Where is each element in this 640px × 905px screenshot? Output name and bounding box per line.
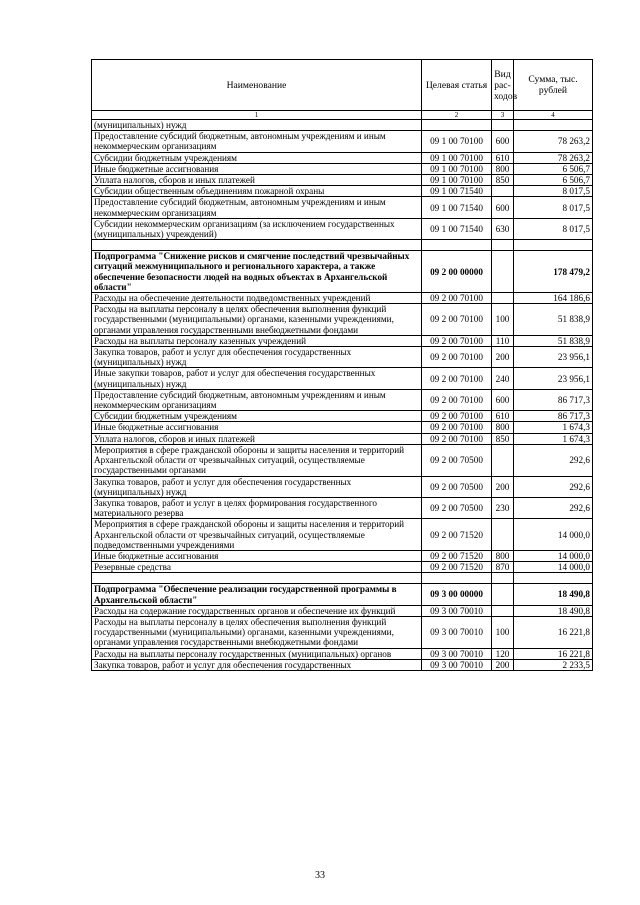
table-row	[92, 120, 593, 131]
row-code: 09 2 00 71520	[422, 550, 492, 561]
row-name: Закупка товаров, работ и услуг для обеспечения государственных (муниципальных) нужд	[92, 347, 422, 368]
row-code: 09 2 00 70100	[422, 335, 492, 346]
row-expense-type	[492, 251, 514, 293]
row-name: Субсидии бюджетным учреждениям	[92, 152, 422, 163]
table-row	[92, 648, 593, 659]
table-row	[92, 389, 593, 410]
table-row	[92, 218, 593, 239]
row-expense-type: 200	[492, 476, 514, 497]
row-name: Расходы на обеспечение деятельности подведомственных учреждений	[92, 293, 422, 304]
row-name: Мероприятия в сфере гражданской обороны и защиты населения и территорий Архангельской области от чрезвычайных ситуаций, осуществляемые государственными органами	[92, 444, 422, 476]
row-name: Субсидии некоммерческим организациям (за исключением государственных (муниципальных) учреждений)	[92, 218, 422, 239]
row-code: 09 2 00 70100	[422, 368, 492, 389]
row-name: Иные бюджетные ассигнования	[92, 550, 422, 561]
row-sum: 1 674,3	[514, 422, 593, 433]
row-expense-type	[492, 120, 514, 131]
row-expense-type: 110	[492, 335, 514, 346]
row-expense-type	[492, 186, 514, 197]
row-sum	[514, 240, 593, 251]
budget-table	[91, 59, 593, 671]
table-row	[92, 197, 593, 218]
row-expense-type: 630	[492, 218, 514, 239]
row-code: 09 3 00 70010	[422, 605, 492, 616]
row-code: 09 2 00 70500	[422, 497, 492, 518]
row-sum: 8 017,5	[514, 218, 593, 239]
row-code: 09 3 00 00000	[422, 584, 492, 605]
table-row	[92, 240, 593, 251]
row-expense-type: 600	[492, 197, 514, 218]
table-row	[92, 163, 593, 174]
row-name: Расходы на содержание государственных органов и обеспечение их функций	[92, 605, 422, 616]
row-name: Закупка товаров, работ и услуг для обеспечения государственных	[92, 659, 422, 670]
row-code: 09 3 00 70010	[422, 648, 492, 659]
row-expense-type: 200	[492, 347, 514, 368]
row-sum: 51 838,9	[514, 335, 593, 346]
table-row	[92, 550, 593, 561]
table-row	[92, 175, 593, 186]
table-row	[92, 476, 593, 497]
row-code	[422, 120, 492, 131]
table-row	[92, 131, 593, 152]
row-code: 09 2 00 70500	[422, 476, 492, 497]
column-number: 3	[492, 111, 514, 120]
row-sum: 292,6	[514, 444, 593, 476]
row-sum: 51 838,9	[514, 304, 593, 336]
row-name: Субсидии общественным объединениям пожарной охраны	[92, 186, 422, 197]
row-expense-type: 850	[492, 433, 514, 444]
row-code: 09 1 00 70100	[422, 131, 492, 152]
row-sum: 292,6	[514, 497, 593, 518]
row-sum: 8 017,5	[514, 197, 593, 218]
row-code: 09 3 00 70010	[422, 659, 492, 670]
row-code: 09 1 00 70100	[422, 163, 492, 174]
table-row	[92, 304, 593, 336]
row-code: 09 2 00 70100	[422, 411, 492, 422]
row-expense-type	[492, 519, 514, 551]
table-row	[92, 422, 593, 433]
row-code: 09 3 00 70010	[422, 616, 492, 648]
table-row	[92, 186, 593, 197]
row-sum	[514, 573, 593, 584]
row-sum	[514, 120, 593, 131]
row-code: 09 1 00 71540	[422, 218, 492, 239]
row-sum: 18 490,8	[514, 584, 593, 605]
row-code: 09 1 00 71540	[422, 197, 492, 218]
row-expense-type: 850	[492, 175, 514, 186]
row-expense-type: 610	[492, 411, 514, 422]
row-code	[422, 240, 492, 251]
row-expense-type: 870	[492, 562, 514, 573]
column-number: 1	[92, 111, 422, 120]
row-name	[92, 573, 422, 584]
row-code: 09 1 00 70100	[422, 175, 492, 186]
row-name: Иные закупки товаров, работ и услуг для обеспечения государственных (муниципальных) нужд	[92, 368, 422, 389]
row-sum: 6 506,7	[514, 163, 593, 174]
row-code: 09 2 00 71520	[422, 519, 492, 551]
row-sum: 78 263,2	[514, 152, 593, 163]
row-name: Резервные средства	[92, 562, 422, 573]
row-code: 09 2 00 70100	[422, 347, 492, 368]
row-code	[422, 573, 492, 584]
row-code: 09 2 00 70100	[422, 433, 492, 444]
row-expense-type	[492, 240, 514, 251]
row-expense-type	[492, 584, 514, 605]
row-sum: 2 233,5	[514, 659, 593, 670]
table-body	[92, 120, 593, 671]
row-sum: 86 717,3	[514, 411, 593, 422]
row-name: Подпрограмма "Обеспечение реализации государственной программы в Архангельской области"	[92, 584, 422, 605]
row-sum: 164 186,6	[514, 293, 593, 304]
row-name: Подпрограмма "Снижение рисков и смягчение последствий чрезвычайных ситуаций межмуниципального и регионального характера, а также обеспечение безопасности людей на водных объектах в Архангельской области"	[92, 251, 422, 293]
header-expense-type: Вид рас-ходов	[492, 60, 514, 111]
row-expense-type	[492, 573, 514, 584]
row-sum: 14 000,0	[514, 519, 593, 551]
row-expense-type: 600	[492, 389, 514, 410]
row-name: Закупка товаров, работ и услуг для обеспечения государственных (муниципальных) нужд	[92, 476, 422, 497]
header-sum: Сумма, тыс. рублей	[514, 60, 593, 111]
row-code: 09 2 00 70100	[422, 422, 492, 433]
row-name: Уплата налогов, сборов и иных платежей	[92, 433, 422, 444]
row-name: Уплата налогов, сборов и иных платежей	[92, 175, 422, 186]
table-row	[92, 368, 593, 389]
row-expense-type: 200	[492, 659, 514, 670]
row-expense-type	[492, 605, 514, 616]
row-name: Иные бюджетные ассигнования	[92, 422, 422, 433]
row-sum: 6 506,7	[514, 175, 593, 186]
row-name: Закупка товаров, работ и услуг в целях формирования государственного материального резерва	[92, 497, 422, 518]
row-expense-type: 120	[492, 648, 514, 659]
row-expense-type: 600	[492, 131, 514, 152]
row-name: Расходы на выплаты персоналу казенных учреждений	[92, 335, 422, 346]
table-row	[92, 497, 593, 518]
row-sum: 78 263,2	[514, 131, 593, 152]
row-expense-type: 800	[492, 422, 514, 433]
table-row	[92, 335, 593, 346]
row-sum: 14 000,0	[514, 562, 593, 573]
row-name: Расходы на выплаты персоналу государственных (муниципальных) органов	[92, 648, 422, 659]
row-code: 09 2 00 71520	[422, 562, 492, 573]
row-code: 09 2 00 70500	[422, 444, 492, 476]
row-sum: 14 000,0	[514, 550, 593, 561]
row-name: Предоставление субсидий бюджетным, автономным учреждениям и иным некоммерческим организациям	[92, 389, 422, 410]
row-sum: 292,6	[514, 476, 593, 497]
row-sum: 86 717,3	[514, 389, 593, 410]
row-name: Субсидии бюджетным учреждениям	[92, 411, 422, 422]
table-row	[92, 347, 593, 368]
row-sum: 178 479,2	[514, 251, 593, 293]
row-code: 09 2 00 70100	[422, 293, 492, 304]
row-code: 09 1 00 71540	[422, 186, 492, 197]
table-row	[92, 573, 593, 584]
row-sum: 8 017,5	[514, 186, 593, 197]
column-number: 4	[514, 111, 593, 120]
row-expense-type: 100	[492, 616, 514, 648]
row-name: Мероприятия в сфере гражданской обороны и защиты населения и территорий Архангельской области от чрезвычайных ситуаций, осуществляемые подведомственными учреждениями	[92, 519, 422, 551]
row-code: 09 2 00 70100	[422, 389, 492, 410]
table-header-row	[92, 60, 593, 111]
table-row	[92, 293, 593, 304]
row-name	[92, 240, 422, 251]
column-number-row	[92, 111, 593, 120]
table-row	[92, 584, 593, 605]
table-row	[92, 411, 593, 422]
table-row	[92, 605, 593, 616]
header-code: Целевая статья	[422, 60, 492, 111]
row-sum: 23 956,1	[514, 368, 593, 389]
row-expense-type: 100	[492, 304, 514, 336]
row-code: 09 2 00 00000	[422, 251, 492, 293]
row-name: Расходы на выплаты персоналу в целях обеспечения выполнения функций государственными (муниципальными) органами, казенными учреждениями, органами управления государственными внебюджетными фондами	[92, 616, 422, 648]
table-row	[92, 444, 593, 476]
header-name: Наименование	[92, 60, 422, 111]
row-expense-type: 230	[492, 497, 514, 518]
row-expense-type	[492, 444, 514, 476]
row-expense-type	[492, 293, 514, 304]
row-code: 09 2 00 70100	[422, 304, 492, 336]
row-expense-type: 240	[492, 368, 514, 389]
row-name: Иные бюджетные ассигнования	[92, 163, 422, 174]
row-expense-type: 610	[492, 152, 514, 163]
table-row	[92, 659, 593, 670]
table-row	[92, 152, 593, 163]
row-sum: 23 956,1	[514, 347, 593, 368]
row-sum: 16 221,8	[514, 616, 593, 648]
row-sum: 1 674,3	[514, 433, 593, 444]
row-sum: 18 490,8	[514, 605, 593, 616]
row-name: Предоставление субсидий бюджетным, автономным учреждениям и иным некоммерческим организациям	[92, 197, 422, 218]
table-row	[92, 519, 593, 551]
table-row	[92, 251, 593, 293]
table-row	[92, 562, 593, 573]
row-name: (муниципальных) нужд	[92, 120, 422, 131]
row-expense-type: 800	[492, 163, 514, 174]
row-code: 09 1 00 70100	[422, 152, 492, 163]
row-name: Предоставление субсидий бюджетным, автономным учреждениям и иным некоммерческим организациям	[92, 131, 422, 152]
page-number: 33	[315, 870, 325, 881]
table-row	[92, 433, 593, 444]
row-name: Расходы на выплаты персоналу в целях обеспечения выполнения функций государственными (муниципальными) органами, казенными учреждениями, органами управления государственными внебюджетными фондами	[92, 304, 422, 336]
table-row	[92, 616, 593, 648]
row-sum: 16 221,8	[514, 648, 593, 659]
row-expense-type: 800	[492, 550, 514, 561]
column-number: 2	[422, 111, 492, 120]
